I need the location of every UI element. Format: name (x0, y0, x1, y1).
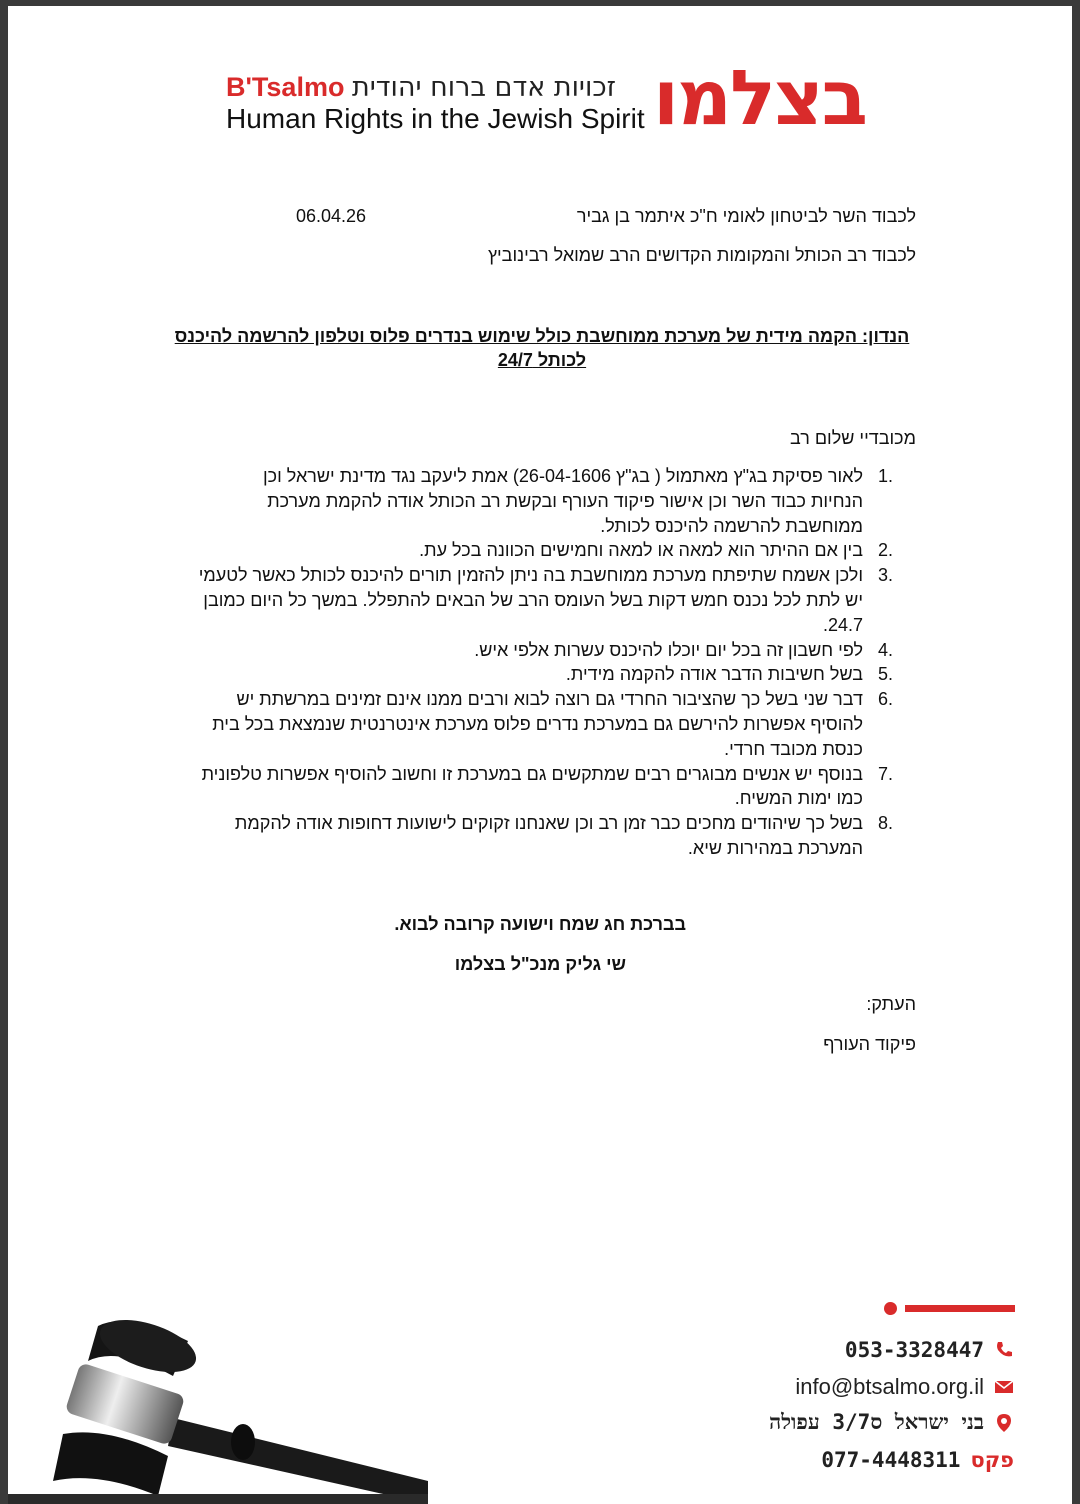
list-item (158, 687, 893, 761)
tagline-english: Human Rights in the Jewish Spirit (226, 103, 645, 134)
item-text: 24.7. (822, 614, 863, 635)
gavel-icon (8, 1306, 428, 1504)
contact-email (795, 1374, 1014, 1400)
fax-number: 077-4448311 (821, 1448, 961, 1472)
accent-dot (884, 1302, 897, 1315)
item-text: ולכן אשמח שתיפתח מערכת ממוחשבת בה ניתן להזמין תורים להיכנס לכותל כאשר לטעמי (198, 565, 863, 586)
phone-number: 053-3328447 (844, 1338, 984, 1362)
letterhead-logo (226, 53, 876, 142)
envelope-icon (994, 1377, 1014, 1397)
closing-blessing: בברכת חג שמח וישועה קרובה לבוא. (394, 914, 686, 934)
subject-line (168, 324, 916, 372)
item-number: 1. (877, 466, 893, 486)
addressee-1: לכבוד השר לביטחון לאומי ח"כ איתמר בן גביר (576, 206, 916, 226)
item-number: 2. (877, 540, 893, 561)
item-text: בנוסף יש אנשים מבוגרים רבים שמתקשים גם במערכת זו וחשוב להוסיף אפשרות טלפונית (201, 763, 863, 784)
logo-tagline-top (226, 72, 616, 103)
item-number: 6. (877, 689, 893, 710)
item-number: 3. (877, 565, 893, 586)
signature: שי גליק מנכ"ל בצלמו (454, 954, 626, 974)
item-text: כנסת מכובד חרדי. (724, 738, 863, 759)
item-text: לפי חשבון זה בכל יום יוכלו להיכנס עשרות אלפי איש. (474, 639, 863, 660)
item-text: הנחיות כבוד השר וכן אישור פיקוד העורף ובקשת רב הכותל אודה להקמת מערכת (267, 490, 863, 511)
list-item (158, 563, 893, 637)
list-item (158, 464, 893, 538)
logo-hebrew: בצלמו (652, 53, 866, 142)
cc-label: העתק: (866, 994, 916, 1014)
item-text: בשל חשיבות הדבר אודה להקמה מידית. (565, 664, 863, 685)
item-text: בשל כך שיהודים מחכים כבר זמן רב וכן שאנחנו זקוקים לישועות דחופות אודה להקמת (234, 813, 863, 834)
subject-line-1: הנדון: הקמה מידית של מערכת ממוחשבת כולל שימוש בנדרים פלוס וטלפון להרשמה להיכנס (174, 326, 910, 346)
brand-name-en: B'Tsalmo (226, 72, 345, 102)
item-text: בין אם ההיתר הוא למאה או למאה וחמישים הכוונה בכל עת. (419, 540, 863, 561)
request-list (158, 464, 893, 861)
item-text: יש לתת לכל נכנס חמש דקות בשל העומס הרב של הבאים להתפלל. במשך כל היום כמובן (203, 589, 863, 610)
letter-page (8, 6, 1072, 1504)
item-number: 4. (877, 639, 893, 660)
item-number: 7. (877, 763, 893, 784)
item-text: לאור פסיקת בג"ץ מאתמול ( בג"ץ 26-04-1606) אמת ליעקב נגד מדינת ישראל וכן (262, 466, 863, 486)
contact-address (769, 1410, 1014, 1435)
list-item (158, 662, 893, 687)
cc-recipient: פיקוד העורף (823, 1034, 916, 1054)
tagline-hebrew: זכויות אדם ברוח יהודית (351, 72, 616, 103)
addressee-2: לכבוד רב הכותל והמקומות הקדושים הרב שמואל רבינוביץ (487, 245, 916, 265)
letter-date: 06.04.26 (296, 206, 367, 226)
list-item (158, 811, 893, 861)
item-text: כמו ימות המשיח. (734, 788, 863, 809)
phone-icon (994, 1340, 1014, 1360)
greeting: מכובדיי שלום רב (790, 428, 916, 448)
accent-bar (905, 1305, 1015, 1312)
list-item (158, 762, 893, 812)
item-text: להוסיף אפשרות להירשם גם במערכת נדרים פלוס מערכת אינטרנטית שנמצאת בכל בית (212, 713, 863, 734)
item-text: ממוחשבת להרשמה להיכנס לכותל. (600, 515, 863, 536)
map-pin-icon (994, 1413, 1014, 1433)
item-text: דבר שני בשל כך שהציבור החרדי גם רוצה לבוא ורבים ממנו אינם זמינים במרשתת יש (236, 689, 863, 710)
item-number: 5. (877, 664, 893, 685)
item-text: המערכת במהירות שיא. (687, 837, 863, 858)
item-number: 8. (877, 813, 893, 834)
list-item (158, 638, 893, 663)
street-address: בני ישראל ס3/7 עפולה (769, 1410, 984, 1434)
email-address: info@btsalmo.org.il (795, 1374, 984, 1399)
list-item (158, 538, 893, 563)
fax-label: פקס (970, 1448, 1014, 1472)
contact-phone (845, 1338, 1014, 1362)
contact-fax (821, 1448, 1014, 1472)
subject-line-2: לכותל 24/7 (497, 350, 587, 370)
